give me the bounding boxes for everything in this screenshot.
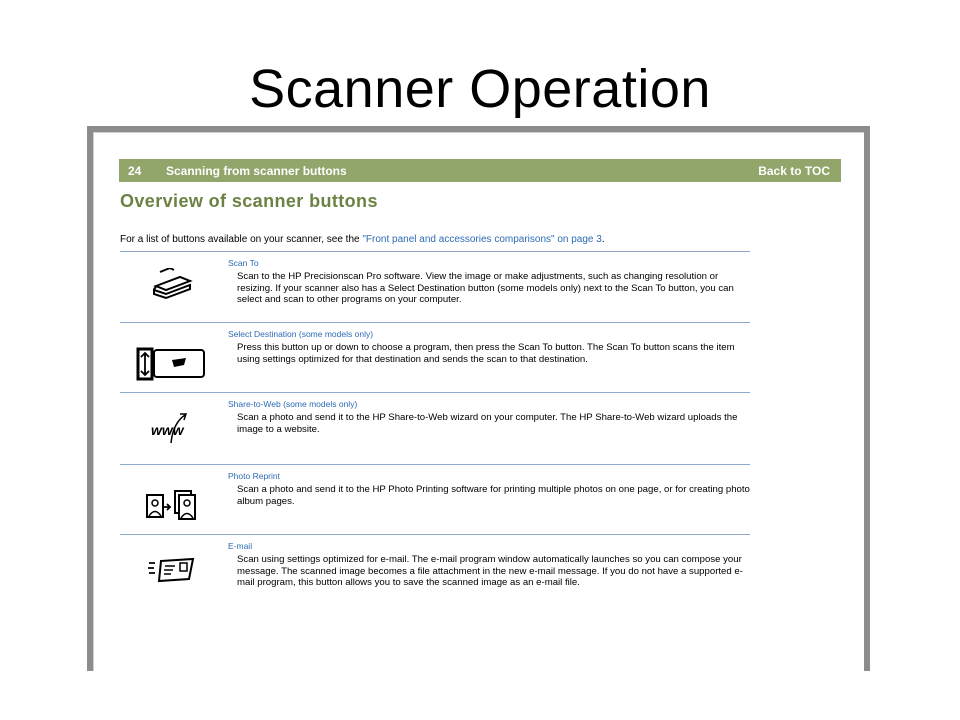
intro-after: . [601, 234, 605, 245]
page-heading: Overview of scanner buttons [120, 191, 378, 211]
section-title: Scanning from scanner buttons [166, 163, 347, 178]
svg-text:www: www [151, 422, 184, 438]
section-header-bar [119, 159, 841, 182]
back-to-toc-link[interactable]: Back to TOC [758, 163, 830, 178]
photo-reprint-icon [120, 489, 224, 521]
page-number: 24 [128, 163, 142, 178]
entry-title: Scan To [228, 258, 259, 268]
button-entry-email [120, 535, 750, 605]
button-entry-photo-reprint [120, 465, 750, 535]
button-entry-share-to-web [120, 393, 750, 463]
slide-title: Scanner Operation [249, 59, 711, 119]
select-destination-icon [120, 347, 224, 381]
document-page [93, 132, 864, 671]
button-entry-scan-to [120, 252, 750, 320]
entry-title: Photo Reprint [228, 471, 280, 481]
comparisons-link[interactable]: "Front panel and accessories comparisons" on page 3 [362, 234, 602, 245]
email-icon [120, 557, 224, 583]
entry-title: E-mail [228, 541, 253, 551]
intro-text [120, 234, 605, 245]
entry-title: Select Destination (some models only) [228, 329, 374, 339]
intro-before: For a list of buttons available on your scanner, see the [120, 234, 363, 245]
document-frame [87, 126, 870, 671]
www-icon [120, 411, 224, 447]
entry-description: Press this button up or down to choose a program, then press the Scan To button. The Scan To button scans the item using settings optimized for that destination and sends the scan to that destination. [237, 342, 735, 365]
entry-description: Scan to the HP Precisionscan Pro software. View the image or make adjustments, such as changing resolution or resizing. If your scanner also has a Select Destination button (some models only) next to the Scan To button, you can select and scan to other programs on your computer. [237, 271, 734, 306]
entry-description: Scan using settings optimized for e-mail. The e-mail program window automatically launches so you can compose your message. The scanned image becomes a file attachment in the new e-mail message. If you do not have a supported e-mail program, this button allows you to save the scanned image as an e-mail file. [237, 554, 743, 589]
entry-description: Scan a photo and send it to the HP Share-to-Web wizard on your computer. The HP Share-to-Web wizard uploads the image to a website. [237, 412, 738, 435]
button-entry-select-destination [120, 323, 750, 391]
entry-description: Scan a photo and send it to the HP Photo Printing software for printing multiple photos on one page, or for creating photo album pages. [237, 484, 750, 507]
scanner-icon [120, 268, 224, 300]
entry-title: Share-to-Web (some models only) [228, 399, 358, 409]
